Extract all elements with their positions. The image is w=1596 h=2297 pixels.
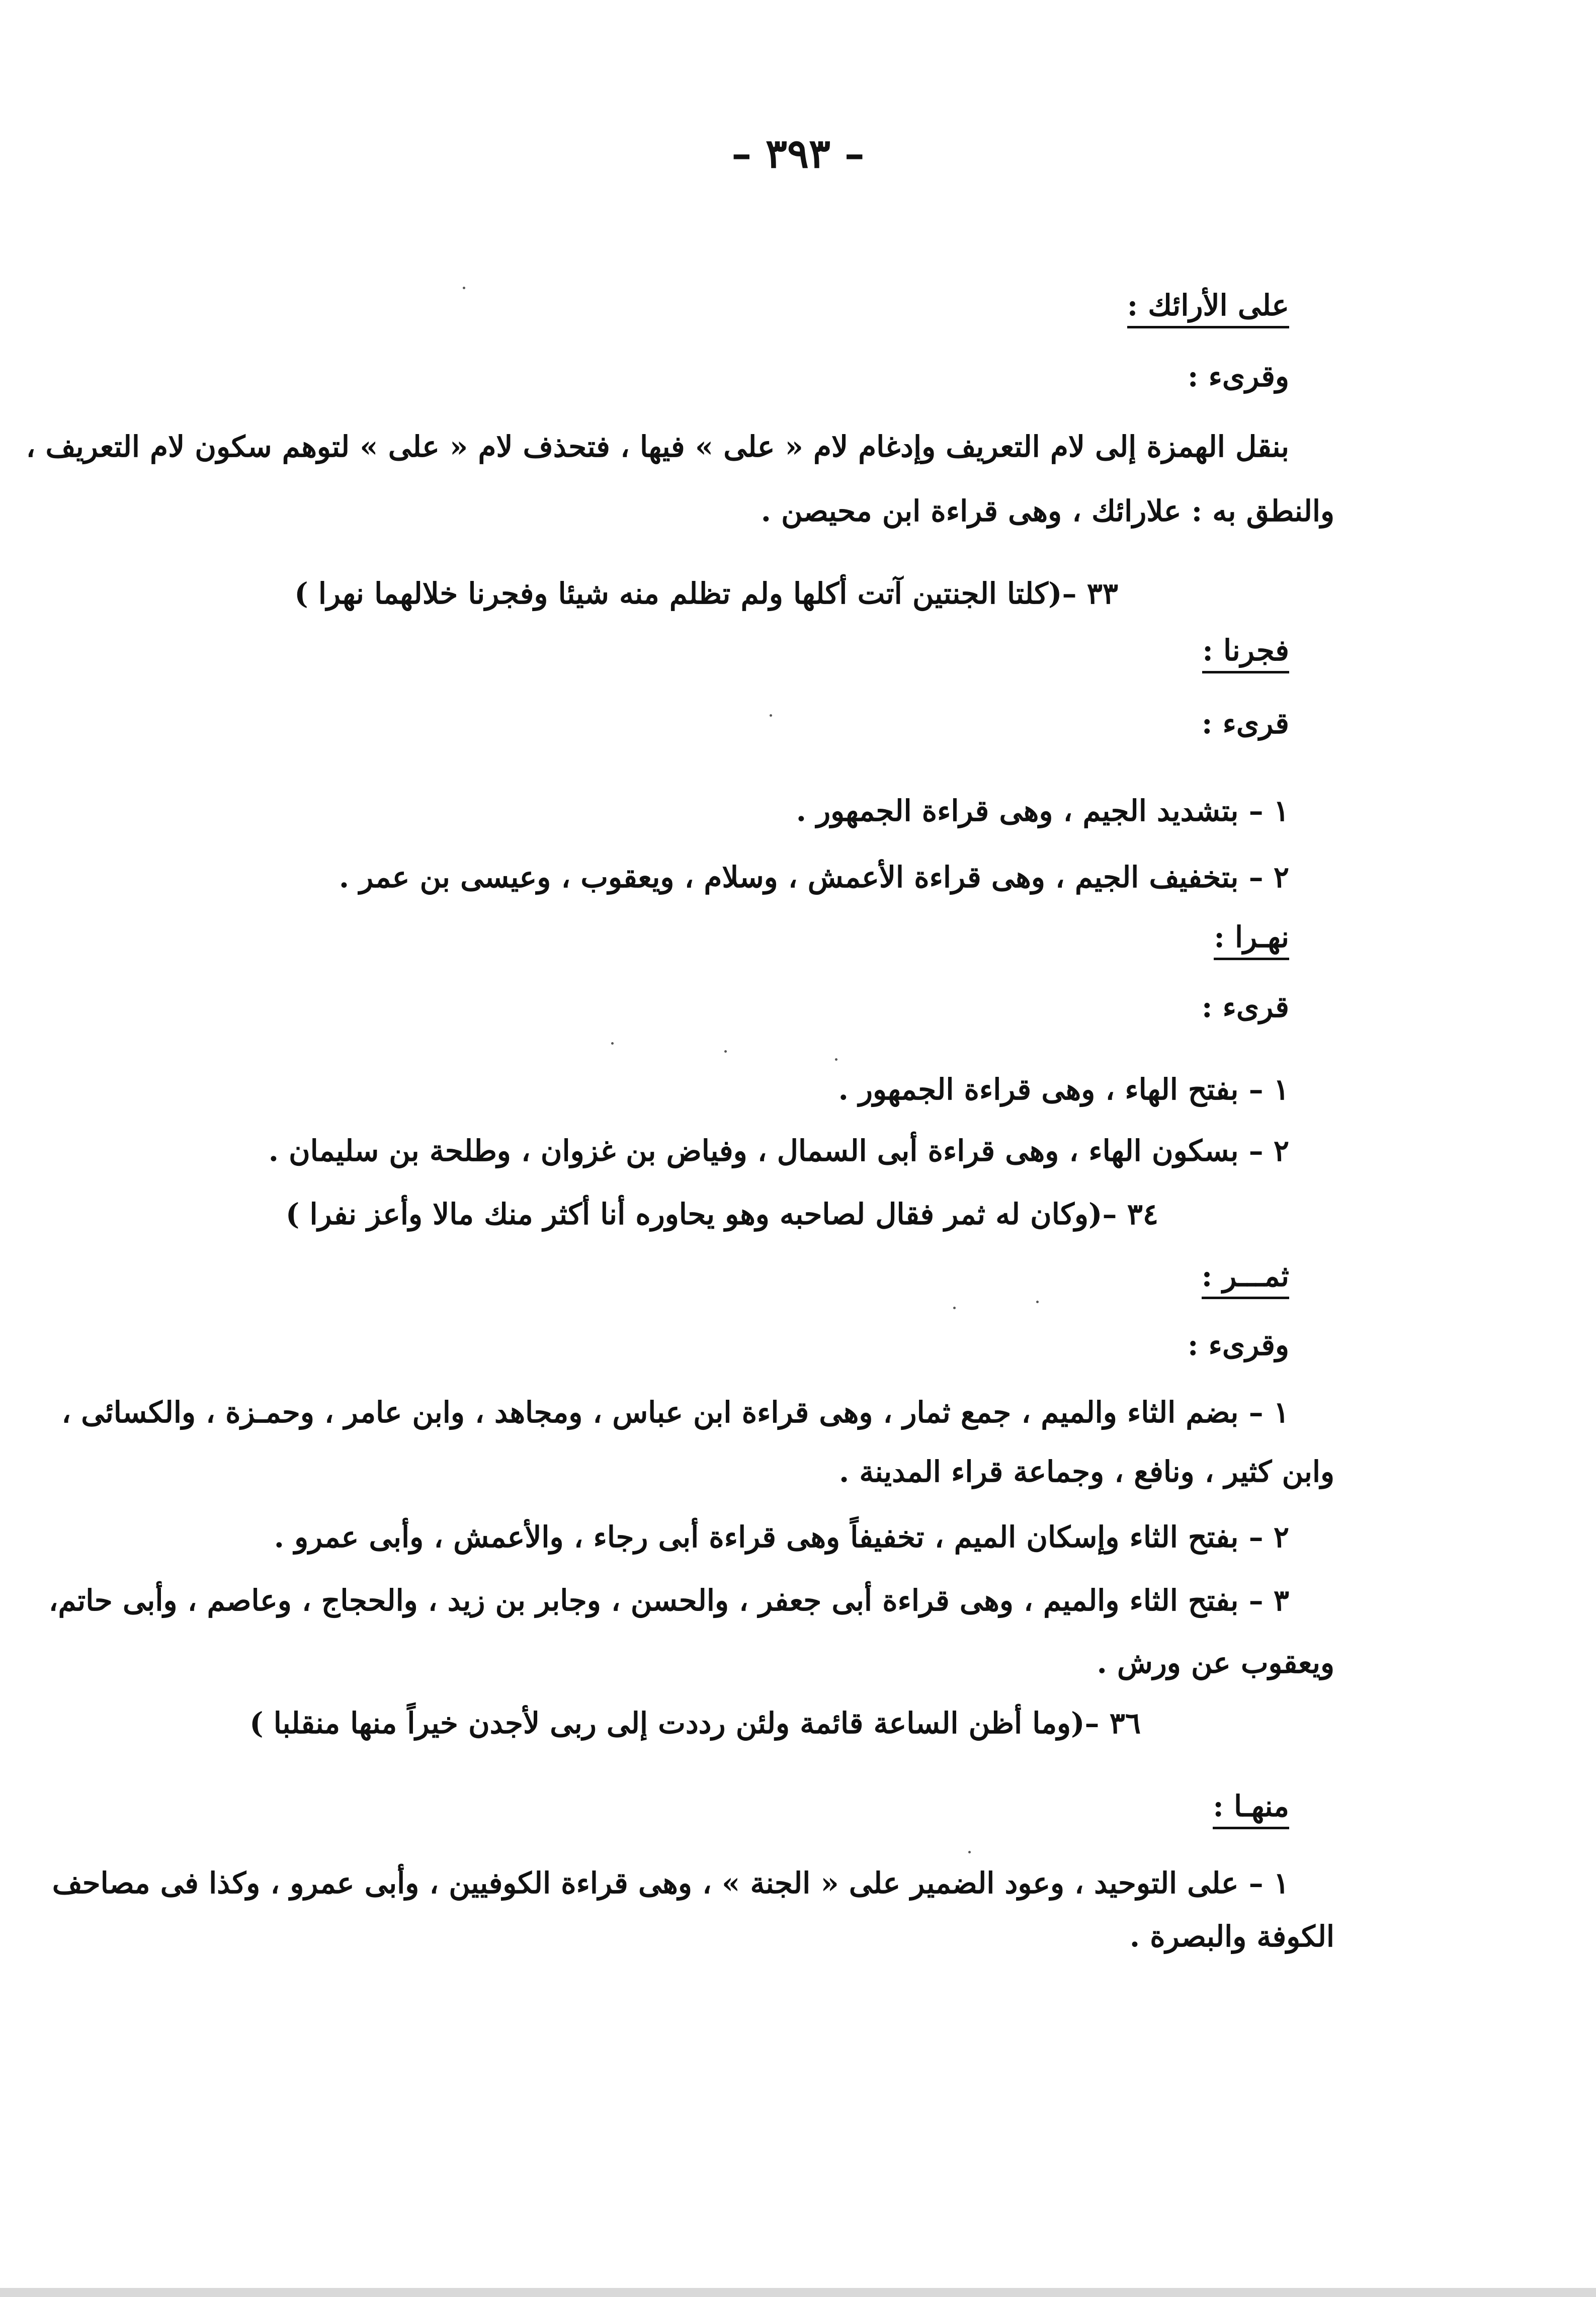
heading-minha: منهـا : (1213, 1788, 1289, 1829)
paragraph-line: ٣ – بفتح الثاء والميم ، وهى قراءة أبى جعفر ، والحسن ، وجابر بن زيد ، والحجاج ، وعاصم ، وأبى حاتم، (48, 1583, 1289, 1618)
verse-33: ٣٣ –(كلتا الجنتين آتت أكلها ولم تظلم منه شيئا وفجرنا خلالهما نهرا ) (294, 576, 1118, 611)
scan-speck (835, 1058, 837, 1061)
scan-speck (953, 1307, 956, 1309)
scan-speck (1036, 1301, 1039, 1303)
heading-fajjarna: فجرنا : (1202, 632, 1289, 673)
label-qurie: وقرىء : (1187, 359, 1289, 393)
verse-34: ٣٤ –(وكان له ثمر فقال لصاحبه وهو يحاوره أنا أكثر منك مالا وأعز نفرا ) (285, 1197, 1158, 1231)
heading-nahar: نهـرا : (1214, 918, 1289, 960)
scan-speck (770, 714, 772, 717)
reading-item: ١ – بفتح الهاء ، وهى قراءة الجمهور . (838, 1072, 1289, 1107)
label-qurie: قرىء : (1202, 990, 1289, 1024)
label-qurie: قرىء : (1202, 706, 1289, 740)
heading-thamar: ثمـــر : (1202, 1257, 1289, 1299)
scan-speck (968, 1851, 971, 1853)
verse-36: ٣٦ –(وما أظن الساعة قائمة ولئن رددت إلى ربى لأجدن خيراً منها منقلبا ) (249, 1706, 1141, 1740)
paragraph-line: وابن كثير ، ونافع ، وجماعة قراء المدينة . (838, 1455, 1334, 1489)
paragraph-line: ١ – على التوحيد ، وعود الضمير على « الجنة » ، وهى قراءة الكوفيين ، وأبى عمرو ، وكذا فى مصاحف (52, 1866, 1289, 1900)
paragraph-line: ويعقوب عن ورش . (1097, 1646, 1334, 1680)
reading-item: ٢ – بفتح الثاء وإسكان الميم ، تخفيفاً وهى قراءة أبى رجاء ، والأعمش ، وأبى عمرو . (274, 1520, 1289, 1554)
scan-speck (611, 1042, 614, 1045)
scan-speck (463, 287, 465, 289)
reading-item: ١ – بتشديد الجيم ، وهى قراءة الجمهور . (796, 794, 1289, 828)
paragraph-line: والنطق به : علارائك ، وهى قراءة ابن محيصن . (761, 494, 1334, 528)
page-number: – ٣٩٣ – (731, 130, 865, 177)
heading-ala-al-araik: على الأرائك : (1127, 287, 1289, 328)
label-qurie: وقرىء : (1187, 1328, 1289, 1362)
reading-item: ٢ – بتخفيف الجيم ، وهى قراءة الأعمش ، وسلام ، ويعقوب ، وعيسى بن عمر . (339, 860, 1289, 894)
scan-speck (724, 1050, 727, 1053)
bottom-edge (0, 2288, 1596, 2297)
paragraph-line: الكوفة والبصرة . (1129, 1919, 1334, 1953)
paragraph-line: ١ – بضم الثاء والميم ، جمع ثمار ، وهى قراءة ابن عباس ، ومجاهد ، وابن عامر ، وحمـزة ، والكسائى ، (61, 1395, 1289, 1429)
paragraph-line: بنقل الهمزة إلى لام التعريف وإدغام لام « على » فيها ، فتحذف لام « على » لتوهم سكون لام التعريف ، (26, 430, 1289, 464)
reading-item: ٢ – بسكون الهاء ، وهى قراءة أبى السمال ، وفياض بن غزوان ، وطلحة بن سليمان . (268, 1134, 1289, 1168)
